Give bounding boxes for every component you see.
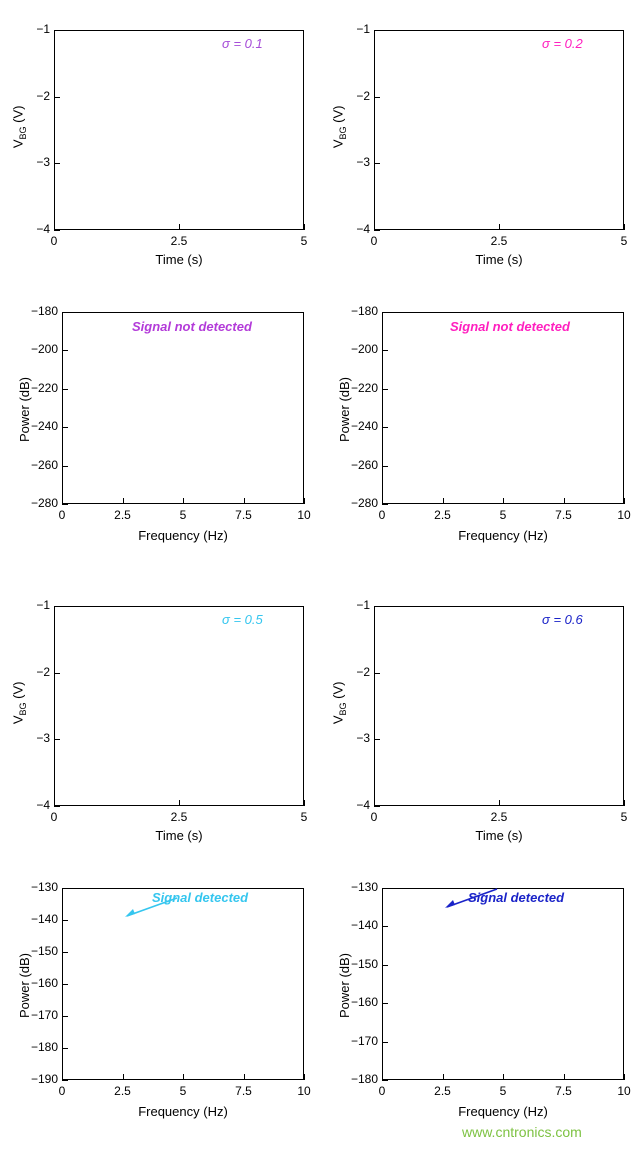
y-tick-label: −150: [350, 956, 378, 971]
x-tick-label: 7.5: [555, 508, 572, 522]
x-tick-label: 0: [58, 1084, 66, 1098]
annotation-detection-d: Signal not detected: [450, 319, 570, 334]
x-tick-label: 5: [499, 508, 507, 522]
y-tickmark: [62, 312, 68, 313]
x-tick-label: 5: [499, 1084, 507, 1098]
y-tick-label: −180: [30, 1040, 58, 1054]
x-tick-label: 2.5: [434, 508, 451, 522]
y-tickmark: [54, 230, 60, 231]
x-tickmark: [443, 498, 444, 504]
y-tickmark: [382, 350, 388, 351]
y-tickmark: [382, 1080, 388, 1081]
panel-b: [320, 0, 640, 288]
x-tick-label: 5: [300, 234, 308, 248]
plot-area-e: [54, 606, 304, 806]
y-tickmark: [374, 806, 380, 807]
x-tick-label: 0: [378, 1084, 386, 1098]
y-tickmark: [62, 350, 68, 351]
y-tickmark: [62, 952, 68, 953]
plot-area-f: [374, 606, 624, 806]
y-axis-label-a: $V_{BG}$ (V): [10, 105, 29, 149]
x-tick-label: 5: [179, 1084, 187, 1098]
y-tickmark: [382, 926, 388, 927]
x-tickmark: [123, 498, 124, 504]
x-axis-label-f: Time (s): [475, 828, 523, 843]
y-axis-label-h: Power (dB): [337, 952, 353, 1019]
y-tick-label: −1: [356, 22, 370, 36]
y-axis-label-g: Power (dB): [17, 952, 33, 1019]
y-tickmark: [62, 1016, 68, 1017]
x-axis-label-d: Frequency (Hz): [458, 528, 548, 543]
y-tickmark: [62, 888, 68, 889]
y-tickmark: [54, 606, 60, 607]
x-tickmark: [244, 1074, 245, 1080]
y-tickmark: [374, 739, 380, 740]
y-tick-label: −220: [350, 380, 378, 395]
x-axis-label-a: Time (s): [155, 252, 203, 267]
x-tickmark: [624, 224, 625, 230]
x-tick-label: 0: [370, 234, 378, 248]
y-tick-label: −180: [350, 1072, 378, 1086]
x-tickmark: [244, 498, 245, 504]
y-tickmark: [382, 1003, 388, 1004]
panel-a: [0, 0, 320, 288]
x-tickmark: [304, 224, 305, 230]
x-tickmark: [183, 498, 184, 504]
panel-g: [0, 864, 320, 1152]
y-tick-label: −280: [350, 496, 378, 510]
x-tickmark: [624, 1074, 625, 1080]
y-tick-label: −2: [356, 88, 370, 103]
y-tickmark: [382, 1042, 388, 1043]
x-tickmark: [499, 224, 500, 230]
x-tick-label: 10: [617, 508, 631, 522]
x-axis-label-e: Time (s): [155, 828, 203, 843]
x-tick-label: 0: [370, 810, 378, 824]
panel-f: [320, 576, 640, 864]
y-tickmark: [374, 673, 380, 674]
plot-area-a: [54, 30, 304, 230]
y-tick-label: −2: [356, 664, 370, 679]
y-tick-label: −280: [30, 496, 58, 510]
x-tickmark: [624, 800, 625, 806]
x-tick-label: 5: [179, 508, 187, 522]
y-tick-label: −3: [36, 731, 50, 746]
y-tick-label: −4: [356, 798, 370, 812]
y-tickmark: [54, 739, 60, 740]
y-tickmark: [382, 888, 388, 889]
y-tick-label: −3: [36, 155, 50, 170]
y-tickmark: [54, 673, 60, 674]
y-tick-label: −180: [350, 304, 378, 318]
x-tick-label: 0: [50, 810, 58, 824]
y-tickmark: [62, 920, 68, 921]
x-tick-label: 2.5: [170, 810, 188, 824]
x-tickmark: [443, 1074, 444, 1080]
y-tick-label: −200: [30, 342, 58, 357]
y-axis-label-e: $V_{BG}$ (V): [10, 681, 29, 725]
y-tickmark: [62, 466, 68, 467]
annotation-detection-g: Signal detected: [152, 890, 249, 905]
plot-area-c: [62, 312, 304, 504]
x-axis-label-c: Frequency (Hz): [138, 528, 228, 543]
annotation-sigma-b: σ = 0.2: [542, 36, 583, 51]
x-tick-label: 10: [297, 508, 311, 522]
y-tick-label: −160: [350, 995, 378, 1010]
y-tick-label: −1: [36, 598, 50, 612]
x-tick-label: 2.5: [114, 1084, 131, 1098]
annotation-sigma-e: σ = 0.5: [222, 612, 263, 627]
y-tickmark: [62, 504, 68, 505]
annotation-detection-c: Signal not detected: [132, 319, 252, 334]
y-tick-label: −4: [36, 798, 50, 812]
x-axis-label-h: Frequency (Hz): [458, 1104, 548, 1119]
x-axis-label-g: Frequency (Hz): [138, 1104, 228, 1119]
x-tick-label: 0: [378, 508, 386, 522]
y-tickmark: [62, 389, 68, 390]
annotation-sigma-a: σ = 0.1: [222, 36, 263, 51]
x-tickmark: [123, 1074, 124, 1080]
y-tickmark: [382, 427, 388, 428]
panel-c: [0, 288, 320, 576]
y-tick-label: −130: [30, 880, 58, 894]
watermark: www.cntronics.com: [462, 1124, 582, 1140]
x-tickmark: [183, 1074, 184, 1080]
y-tick-label: −1: [36, 22, 50, 36]
x-tick-label: 2.5: [114, 508, 131, 522]
y-axis-label-b: $V_{BG}$ (V): [330, 105, 349, 149]
x-tickmark: [179, 800, 180, 806]
y-tickmark: [54, 30, 60, 31]
y-tick-label: −3: [356, 155, 370, 170]
plot-area-b: [374, 30, 624, 230]
x-tickmark: [503, 498, 504, 504]
y-tick-label: −2: [36, 88, 50, 103]
y-tickmark: [382, 466, 388, 467]
y-tick-label: −4: [36, 222, 50, 236]
x-tick-label: 0: [50, 234, 58, 248]
y-tick-label: −160: [30, 976, 58, 990]
y-tick-label: −260: [350, 457, 378, 472]
y-tick-label: −140: [350, 918, 378, 933]
x-tick-label: 5: [620, 234, 628, 248]
plot-area-h: [382, 888, 624, 1080]
y-tickmark: [54, 163, 60, 164]
annotation-detection-h: Signal detected: [468, 890, 565, 905]
x-tickmark: [564, 498, 565, 504]
x-tick-label: 10: [617, 1084, 631, 1098]
x-tick-label: 10: [297, 1084, 311, 1098]
y-axis-label-d: Power (dB): [337, 376, 353, 443]
y-axis-label-f: $V_{BG}$ (V): [330, 681, 349, 725]
x-tick-label: 7.5: [555, 1084, 572, 1098]
x-tick-label: 5: [300, 810, 308, 824]
x-tickmark: [304, 498, 305, 504]
y-tick-label: −130: [350, 880, 378, 894]
y-tickmark: [382, 312, 388, 313]
panel-d: [320, 288, 640, 576]
y-tick-label: −1: [356, 598, 370, 612]
y-tickmark: [62, 984, 68, 985]
y-tick-label: −240: [350, 419, 378, 434]
y-tick-label: −4: [356, 222, 370, 236]
y-tickmark: [382, 389, 388, 390]
x-tickmark: [499, 800, 500, 806]
y-tick-label: −190: [30, 1072, 58, 1086]
y-tick-label: −2: [36, 664, 50, 679]
panel-e: [0, 576, 320, 864]
x-tick-label: 2.5: [434, 1084, 451, 1098]
y-tickmark: [62, 1048, 68, 1049]
y-tickmark: [54, 806, 60, 807]
y-tickmark: [374, 97, 380, 98]
y-tickmark: [374, 230, 380, 231]
x-tick-label: 7.5: [235, 1084, 252, 1098]
y-tick-label: −170: [30, 1008, 58, 1022]
y-tick-label: −220: [30, 380, 58, 395]
y-tickmark: [382, 504, 388, 505]
y-tick-label: −240: [30, 419, 58, 434]
x-tick-label: 7.5: [235, 508, 252, 522]
annotation-sigma-f: σ = 0.6: [542, 612, 583, 627]
y-tickmark: [62, 427, 68, 428]
x-tick-label: 2.5: [490, 234, 508, 248]
y-tick-label: −3: [356, 731, 370, 746]
y-tickmark: [374, 606, 380, 607]
y-axis-label-c: Power (dB): [17, 376, 33, 443]
x-tickmark: [503, 1074, 504, 1080]
x-tickmark: [564, 1074, 565, 1080]
x-tick-label: 2.5: [170, 234, 188, 248]
annotation-arrow: [437, 885, 507, 915]
y-tickmark: [62, 1080, 68, 1081]
x-axis-label-b: Time (s): [475, 252, 523, 267]
annotation-arrow: [117, 894, 187, 924]
y-tickmark: [382, 965, 388, 966]
y-tick-label: −150: [30, 944, 58, 958]
x-tickmark: [304, 800, 305, 806]
x-tick-label: 2.5: [490, 810, 508, 824]
x-tick-label: 5: [620, 810, 628, 824]
x-tickmark: [624, 498, 625, 504]
panel-h: [320, 864, 640, 1152]
y-tickmark: [374, 30, 380, 31]
x-tickmark: [304, 1074, 305, 1080]
y-tick-label: −180: [30, 304, 58, 318]
y-tick-label: −260: [30, 457, 58, 472]
y-tick-label: −200: [350, 342, 378, 357]
y-tick-label: −140: [30, 912, 58, 926]
y-tickmark: [54, 97, 60, 98]
x-tick-label: 0: [58, 508, 66, 522]
x-tickmark: [179, 224, 180, 230]
plot-area-d: [382, 312, 624, 504]
y-tickmark: [374, 163, 380, 164]
y-tick-label: −170: [350, 1033, 378, 1048]
